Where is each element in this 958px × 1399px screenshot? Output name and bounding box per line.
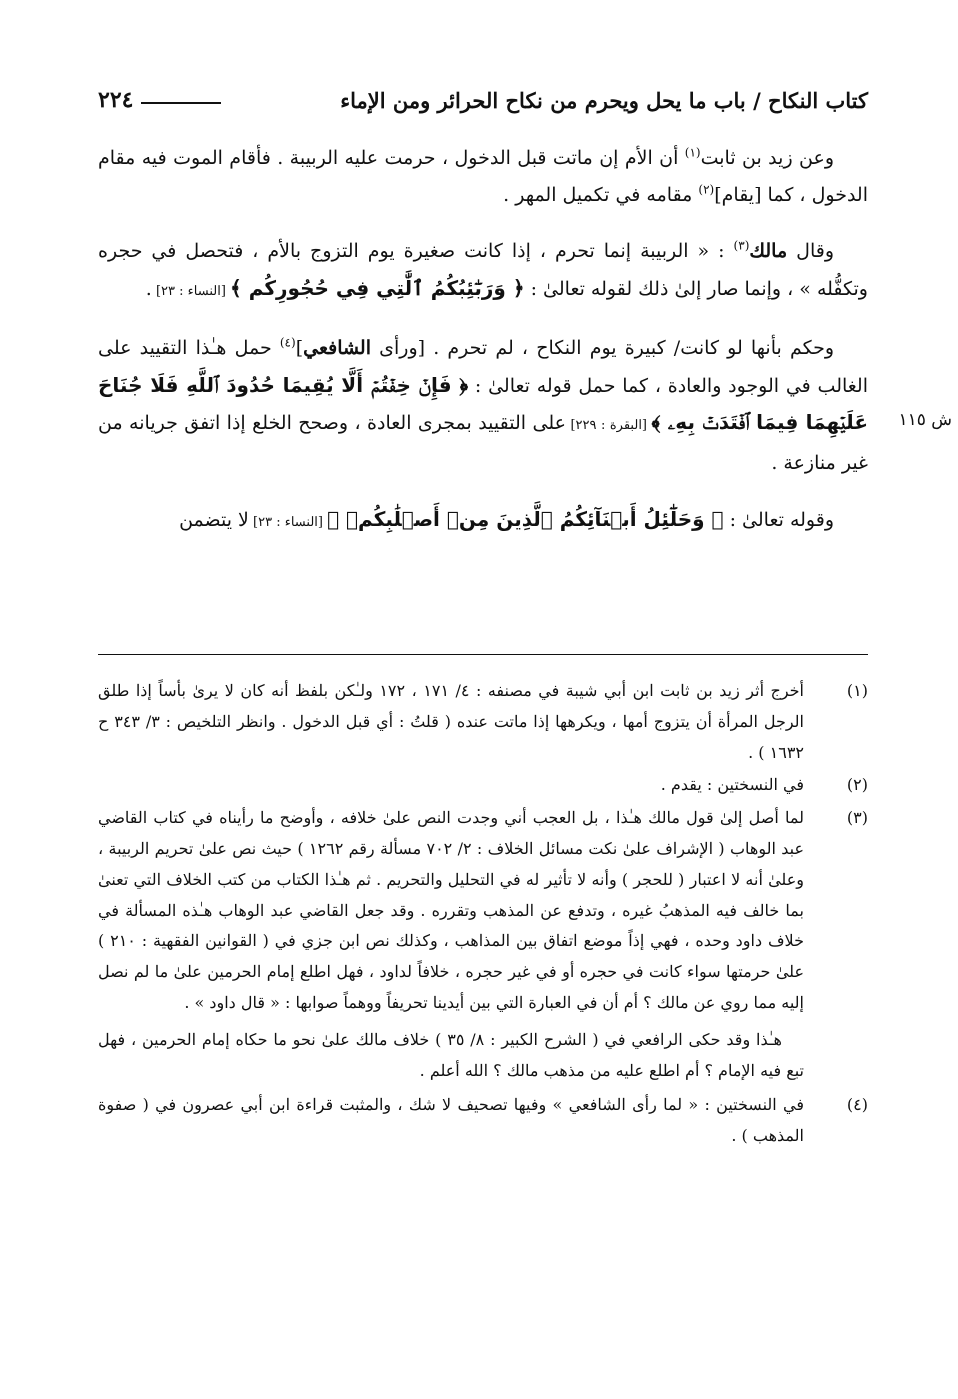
text-run: مقامه في تكميل المهر . (503, 183, 699, 206)
footnote-number: (٢) (846, 775, 868, 795)
footnote-number: (١) (846, 681, 868, 700)
paragraph (98, 233, 868, 310)
footnote-divider (98, 654, 868, 655)
text-run: : « الربيبة إنما تحرم ، إذا كانت صغيرة يوم التزوج بالأم ، فتحصل في حجره وتكفُّله » ، وإنما صار إلىٰ ذلك لقوله تعالىٰ : (98, 240, 868, 300)
header-rule (141, 102, 221, 104)
running-header (98, 80, 868, 120)
manuscript-folio-note: ش ١١٥ (898, 410, 952, 430)
text-run: أن الأم إن ماتت قبل الدخول ، حرمت عليه الربيبة . فأقام الموت فيه مقام الدخول ، كما [يقام] (98, 147, 868, 206)
quran-verse: ﴿ وَرَبَٰٓئِبُكُمُ ٱلَّٰتِي فِي حُجُورِكُم ﴾ (230, 275, 525, 300)
text-run: على التقييد بمجرى العادة ، وصحح الخلع إذا اتفق جريانه من غير منازعة . (98, 412, 868, 474)
footnote-ref[interactable]: (٤) (279, 335, 296, 350)
footnote (98, 676, 868, 768)
name-malik: مالك (749, 240, 788, 262)
text-run: وحكم بأنها لو كانت/ كبيرة يوم النكاح ، لم تحرم . [ورأى (371, 337, 834, 359)
text-run: حمل هـٰذا التقييد على الغالب في الوجود والعادة ، كما حمل قوله تعالىٰ : (98, 337, 869, 397)
running-title: كتاب النكاح / باب ما يحل ويحرم من نكاح الحرائر ومن الإماء (340, 87, 868, 113)
name-shafii: الشافعي (303, 337, 372, 359)
paragraph (98, 501, 868, 542)
footnote-text: في النسختين : يقدم . (660, 775, 804, 795)
verse-reference: [البقرة : ٢٢٩] (565, 418, 652, 433)
verse-reference: [النساء : ٢٣] (248, 515, 328, 530)
footnotes (98, 676, 868, 1154)
footnote-ref[interactable]: (١) (684, 145, 701, 160)
footnote-ref[interactable]: (٣) (733, 238, 750, 253)
verse-reference: [النساء : ٢٣] (151, 283, 231, 299)
text-run: لا يتضمن (179, 509, 249, 531)
main-text (98, 140, 868, 554)
footnote-text: في النسختين : « لما رأى الشافعي » وفيها تصحيف لا شك ، والمثبت قراءة ابن أبي عصرون في ( صفوة المذهب ) . (98, 1095, 804, 1146)
footnote (98, 770, 868, 801)
footnote-ref[interactable]: (٢) (698, 182, 715, 197)
text-run: وقوله تعالىٰ : (723, 509, 834, 531)
text-run: ] (295, 337, 304, 359)
text-run: وقال (787, 240, 834, 262)
paragraph (98, 140, 868, 213)
text-run: وعن زيد بن ثابت (700, 147, 834, 169)
quran-verse: ﴿ فَإِنۡ خِفۡتُمۡ أَلَّا يُقِيمَا حُدُودَ ٱللَّهِ فَلَا جُنَاحَ عَلَيۡهِمَا فِيمَا ٱفۡتَدَتۡ بِهِۦ ﴾ (98, 372, 868, 434)
footnote-continuation: هـٰذا وقد حكى الرافعي في ( الشرح الكبير : ٨/ ٣٥ ) خلاف مالك علىٰ نحو ما حكاه إمام الحرمين ، فهل تبع فيه الإمام ؟ أم اطلع عليه من مذهب مالك ؟ الله أعلم . (98, 1029, 804, 1080)
footnote (98, 803, 868, 1019)
footnote-text: أخرج أثر زيد بن ثابت ابن أبي شيبة في مصنفه : ٤/ ١٧١ ، ١٧٢ ولـٰكن بلفظ أنه كان لا يرىٰ بأساً إذا طلق الرجل المرأة أن يتزوج أمها ، ويكرهها إذا ماتت عنده ( قلتُ : أي قبل الدخول . وانظر التلخيص : ٣/ ٣٤٣ ح ١٦٣٢ ) . (98, 681, 804, 762)
footnote (98, 1090, 868, 1152)
footnote-text: لما أصل إلىٰ قول مالك هـٰذا ، بل العجب أني وجدت النص علىٰ خلافه ، وأوضح ما رأيناه في كتاب القاضي عبد الوهاب ( الإشراف علىٰ نكت مسائل الخلاف : ٢/ ٧٠٢ مسألة رقم ١٢٦٢ ) حيث نص علىٰ تحريم الربيبة ، وعلىٰ أنه لا اعتبار ( للحجر ) وأنه لا تأثير له في التحليل والتحريم . ثم هـٰذا الكتاب من كتب الخلاف التي تعنىٰ بما خالف فيه المذهبُ غيره ، وتدفع عن المذهب وتقرره . وقد جعل القاضي عبد الوهاب هـٰذه المسألة في خلاف داود وحده ، فهي إذاً موضع اتفاق بين المذاهب ، وكذلك نص ابن جزي في ( القوانين الفقهية : ٢١٠ ) علىٰ حرمتها سواء كانت في حجره أو في غير حجره ، خلافاً لداود ، فهل اطلع إمام الحرمين علىٰ ما لم نصل إليه مما روي عن مالك ؟ أم أن في العبارة التي بين أيدينا تحريفاً ووهماً صوابها : « قال داود » . (98, 808, 805, 1012)
footnote-number: (٤) (846, 1095, 868, 1115)
footnote-number: (٣) (846, 808, 868, 828)
page-number: ٢٢٤ (98, 87, 134, 113)
text-run: . (145, 277, 152, 300)
quran-verse: ﴿ وَحَلَٰٓئِلُ أَبۡنَآئِكُمُ ٱلَّذِينَ مِنۡ أَصۡلَٰبِكُمۡ ﴾ (327, 507, 724, 531)
paragraph (98, 330, 868, 481)
